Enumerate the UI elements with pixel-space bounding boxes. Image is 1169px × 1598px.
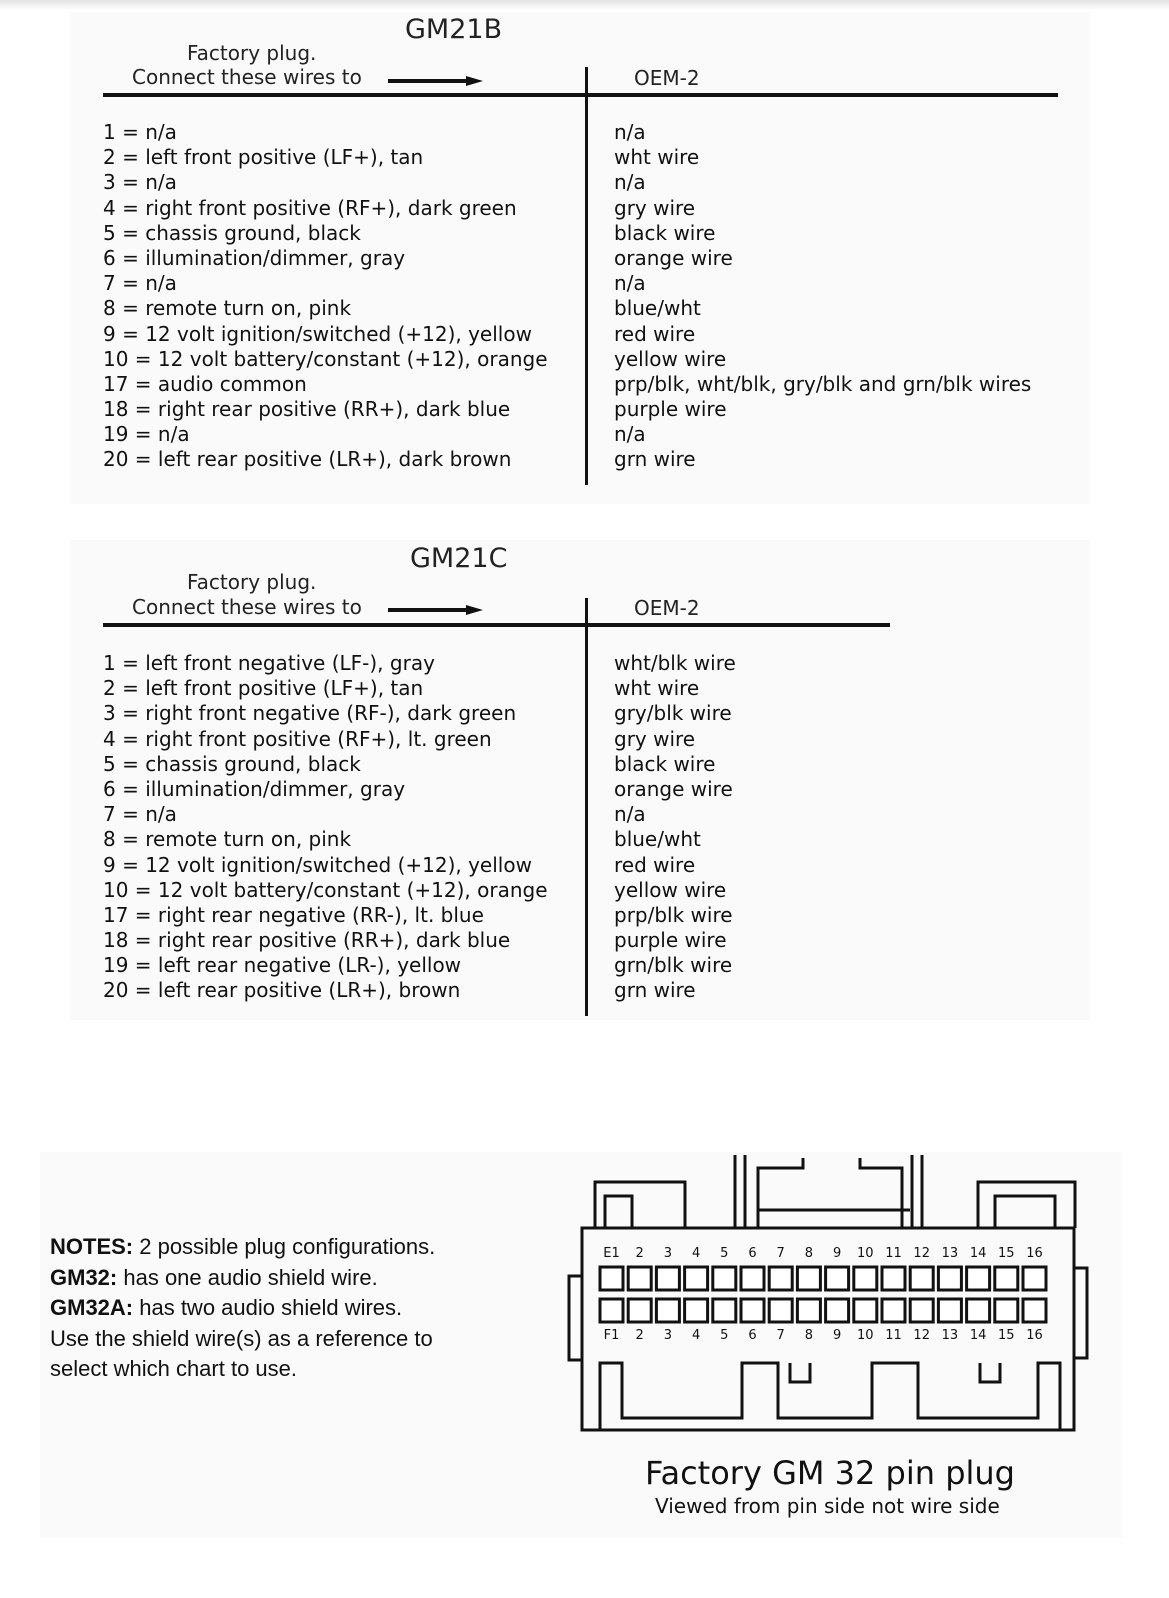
gm21b-factory-row: 6 = illumination/dimmer, gray — [103, 245, 406, 270]
plug-housing-outline — [569, 1155, 1087, 1430]
gm21b-arrow-icon — [388, 74, 484, 88]
row-e-pin-label: 7 — [776, 1246, 785, 1261]
row-f-pin-label: 5 — [720, 1328, 729, 1343]
gm21c-factory-row: 10 = 12 volt battery/constant (+12), orange — [103, 877, 548, 902]
plug-caption-subtitle: Viewed from pin side not wire side — [655, 1494, 1000, 1518]
row-e-pin-label: 9 — [832, 1246, 842, 1261]
row-f-pin-label: 16 — [1026, 1328, 1043, 1343]
notes-heading: NOTES: — [50, 1234, 134, 1259]
row-e-pin-16 — [1023, 1267, 1046, 1290]
row-e-pin-13 — [938, 1267, 961, 1290]
row-f-pin-2 — [628, 1299, 651, 1322]
row-f-pin-label: 11 — [885, 1328, 902, 1343]
notes-line-3 — [50, 1293, 435, 1324]
row-f-pin-label: F1 — [603, 1328, 620, 1343]
gm21c-oem-row: yellow wire — [614, 877, 727, 902]
row-f-pin-10 — [854, 1299, 877, 1322]
gm21c-oem-row: gry/blk wire — [614, 701, 732, 726]
row-f-pin-16 — [1023, 1299, 1046, 1322]
gm21b-factory-row: 18 = right rear positive (RR+), dark blue — [103, 397, 511, 422]
gm21c-factory-row: 1 = left front negative (LF-), gray — [103, 651, 435, 675]
gm21c-connect-label: Connect these wires to — [132, 595, 362, 619]
row-e-pin-label: 12 — [913, 1246, 930, 1261]
row-f-pin-label: 12 — [913, 1328, 930, 1343]
gm21b-factory-list — [103, 120, 548, 473]
gm21c-oem-list — [614, 651, 736, 1004]
gm21c-factory-row: 4 = right front positive (RF+), lt. green — [103, 726, 492, 751]
row-e-pin-label: E1 — [603, 1246, 620, 1261]
gm21b-oem-row: black wire — [614, 220, 716, 245]
row-e-pin-label: 15 — [998, 1246, 1015, 1261]
gm21c-oem-row: grn wire — [614, 978, 696, 1003]
gm21b-oem-label: OEM-2 — [634, 66, 700, 90]
row-f-pin-label: 6 — [748, 1328, 757, 1343]
row-e-pin-15 — [995, 1267, 1018, 1290]
gm21b-factory-row: 1 = n/a — [103, 120, 177, 144]
row-f-pin-label: 13 — [941, 1328, 959, 1343]
gm21b-oem-row: yellow wire — [614, 346, 727, 371]
row-e-pin-5 — [713, 1267, 736, 1290]
pin-labels-e — [603, 1246, 1043, 1261]
gm21c-oem-row: grn/blk wire — [614, 953, 733, 978]
gm21b-factory-row: 19 = n/a — [103, 422, 190, 447]
notes-text-3: has two audio shield wires. — [133, 1295, 403, 1320]
row-f-pin-1 — [600, 1299, 623, 1322]
gm21c-factory-row: 19 = left rear negative (LR-), yellow — [103, 953, 462, 978]
gm21b-oem-row: grn wire — [614, 447, 696, 472]
gm21b-oem-row: wht wire — [614, 145, 700, 170]
row-f-pin-3 — [656, 1299, 679, 1322]
gm21c-oem-row: n/a — [614, 802, 646, 827]
gm21c-factory-row: 8 = remote turn on, pink — [103, 827, 352, 852]
notes-line-2 — [50, 1263, 435, 1294]
gm21b-column-divider — [585, 67, 588, 485]
row-e-pin-label: 2 — [635, 1246, 644, 1261]
notes-text-1: 2 possible plug configurations. — [133, 1234, 436, 1259]
gm21c-oem-row: blue/wht — [614, 827, 701, 852]
row-e-pin-label: 3 — [663, 1246, 673, 1261]
gm21b-factory-row: 20 = left rear positive (LR+), dark brown — [103, 447, 512, 472]
gm21b-oem-row: n/a — [614, 422, 646, 447]
row-e-pin-14 — [967, 1267, 990, 1290]
notes-line-1 — [50, 1232, 435, 1263]
gm21c-oem-row: orange wire — [614, 776, 733, 801]
row-f-pin-label: 14 — [969, 1328, 987, 1343]
row-e-pin-4 — [685, 1267, 708, 1290]
gm21b-factory-label: Factory plug. — [187, 41, 317, 65]
row-e-pin-9 — [826, 1267, 849, 1290]
gm21b-oem-row: n/a — [614, 170, 646, 195]
row-f-pin-11 — [882, 1299, 905, 1322]
row-e-pin-10 — [854, 1267, 877, 1290]
top-shadow-bar — [0, 0, 1169, 10]
row-f-pin-4 — [685, 1299, 708, 1322]
gm21c-arrow-icon — [388, 603, 484, 617]
gm21c-factory-row: 5 = chassis ground, black — [103, 751, 361, 776]
row-e-pin-label: 13 — [941, 1246, 959, 1261]
gm21c-title: GM21C — [410, 543, 508, 574]
pin-labels-f — [604, 1328, 1043, 1343]
row-e-pin-label: 14 — [969, 1246, 987, 1261]
gm21c-oem-row: red wire — [614, 852, 696, 877]
plug-caption-title: Factory GM 32 pin plug — [645, 1454, 1015, 1492]
gm21b-factory-row: 9 = 12 volt ignition/switched (+12), yellow — [103, 321, 532, 346]
gm21c-factory-row: 2 = left front positive (LF+), tan — [103, 676, 424, 701]
row-e-pin-8 — [797, 1267, 820, 1290]
row-e-pin-6 — [741, 1267, 764, 1290]
row-e-pin-label: 4 — [691, 1246, 701, 1261]
gm21b-oem-row: prp/blk, wht/blk, gry/blk and grn/blk wires — [614, 371, 1032, 396]
gm21c-oem-row: prp/blk wire — [614, 902, 733, 927]
gm21b-oem-row: n/a — [614, 271, 646, 296]
gm21b-oem-list — [614, 120, 1031, 473]
row-e-pin-label: 10 — [857, 1246, 874, 1261]
row-f-pin-5 — [713, 1299, 736, 1322]
pin-row-e — [600, 1267, 1046, 1290]
gm21c-factory-row: 7 = n/a — [103, 802, 177, 827]
notes-block — [50, 1232, 435, 1385]
gm21c-oem-row: wht/blk wire — [614, 651, 736, 675]
row-f-pin-label: 10 — [857, 1328, 874, 1343]
notes-line-5: select which chart to use. — [50, 1356, 298, 1381]
gm21b-title: GM21B — [405, 14, 503, 45]
gm21b-factory-row: 2 = left front positive (LF+), tan — [103, 145, 424, 170]
gm21c-oem-row: gry wire — [614, 726, 696, 751]
row-f-pin-12 — [910, 1299, 933, 1322]
gm21c-oem-row: purple wire — [614, 928, 727, 953]
row-e-pin-label: 16 — [1026, 1246, 1043, 1261]
notes-gm32-label: GM32: — [50, 1264, 118, 1290]
gm21c-factory-row: 17 = right rear negative (RR-), lt. blue — [103, 902, 484, 927]
gm21c-factory-row: 6 = illumination/dimmer, gray — [103, 776, 406, 801]
row-e-pin-3 — [656, 1267, 679, 1290]
gm21c-oem-row: wht wire — [614, 676, 700, 701]
row-f-pin-6 — [741, 1299, 764, 1322]
gm21c-factory-row: 3 = right front negative (RF-), dark green — [103, 701, 517, 726]
gm21b-connect-label: Connect these wires to — [132, 65, 362, 89]
row-f-pin-label: 8 — [804, 1328, 814, 1343]
gm21c-factory-row: 9 = 12 volt ignition/switched (+12), yellow — [103, 852, 532, 877]
row-e-pin-11 — [882, 1267, 905, 1290]
row-f-pin-label: 4 — [691, 1328, 701, 1343]
gm21c-factory-row: 20 = left rear positive (LR+), brown — [103, 978, 461, 1003]
row-f-pin-label: 15 — [998, 1328, 1015, 1343]
row-f-pin-label: 7 — [776, 1328, 785, 1343]
gm21b-factory-row: 7 = n/a — [103, 271, 177, 296]
gm21b-oem-row: n/a — [614, 120, 646, 144]
gm21c-factory-row: 18 = right rear positive (RR+), dark blue — [103, 928, 511, 953]
notes-text-2: has one audio shield wire. — [117, 1264, 378, 1290]
row-f-pin-15 — [995, 1299, 1018, 1322]
notes-gm32a-label: GM32A: — [50, 1295, 134, 1320]
row-e-pin-1 — [600, 1267, 623, 1290]
gm21b-oem-row: orange wire — [614, 245, 733, 270]
gm21b-oem-row: red wire — [614, 321, 696, 346]
gm21c-header-rule — [103, 623, 890, 627]
gm21c-oem-row: black wire — [614, 751, 716, 776]
row-e-pin-label: 5 — [720, 1246, 729, 1261]
gm21b-factory-row: 4 = right front positive (RF+), dark green — [103, 195, 517, 220]
gm21b-header-rule — [103, 93, 1058, 97]
row-f-pin-14 — [967, 1299, 990, 1322]
row-f-pin-13 — [938, 1299, 961, 1322]
row-e-pin-2 — [628, 1267, 651, 1290]
gm21c-factory-label: Factory plug. — [187, 570, 317, 594]
gm21b-oem-row: gry wire — [614, 195, 696, 220]
gm32-plug-diagram — [560, 1150, 1100, 1440]
gm21c-factory-list — [103, 651, 548, 1004]
row-f-pin-8 — [797, 1299, 820, 1322]
gm21b-factory-row: 3 = n/a — [103, 170, 177, 195]
row-f-pin-label: 9 — [832, 1328, 842, 1343]
gm21c-column-divider — [585, 598, 588, 1016]
row-f-pin-7 — [769, 1299, 792, 1322]
gm21c-oem-label: OEM-2 — [634, 596, 700, 620]
row-e-pin-label: 8 — [804, 1246, 814, 1261]
pin-row-f — [600, 1299, 1046, 1322]
row-e-pin-12 — [910, 1267, 933, 1290]
gm21b-factory-row: 8 = remote turn on, pink — [103, 296, 352, 321]
gm21b-oem-row: purple wire — [614, 397, 727, 422]
gm21b-factory-row: 17 = audio common — [103, 371, 307, 396]
row-f-pin-9 — [826, 1299, 849, 1322]
row-f-pin-label: 3 — [663, 1328, 673, 1343]
row-e-pin-label: 6 — [748, 1246, 757, 1261]
row-e-pin-7 — [769, 1267, 792, 1290]
gm21b-factory-row: 5 = chassis ground, black — [103, 220, 361, 245]
gm21b-oem-row: blue/wht — [614, 296, 701, 321]
gm21b-factory-row: 10 = 12 volt battery/constant (+12), orange — [103, 346, 548, 371]
row-e-pin-label: 11 — [885, 1246, 902, 1261]
notes-line-4: Use the shield wire(s) as a reference to — [50, 1325, 433, 1351]
row-f-pin-label: 2 — [635, 1328, 644, 1343]
